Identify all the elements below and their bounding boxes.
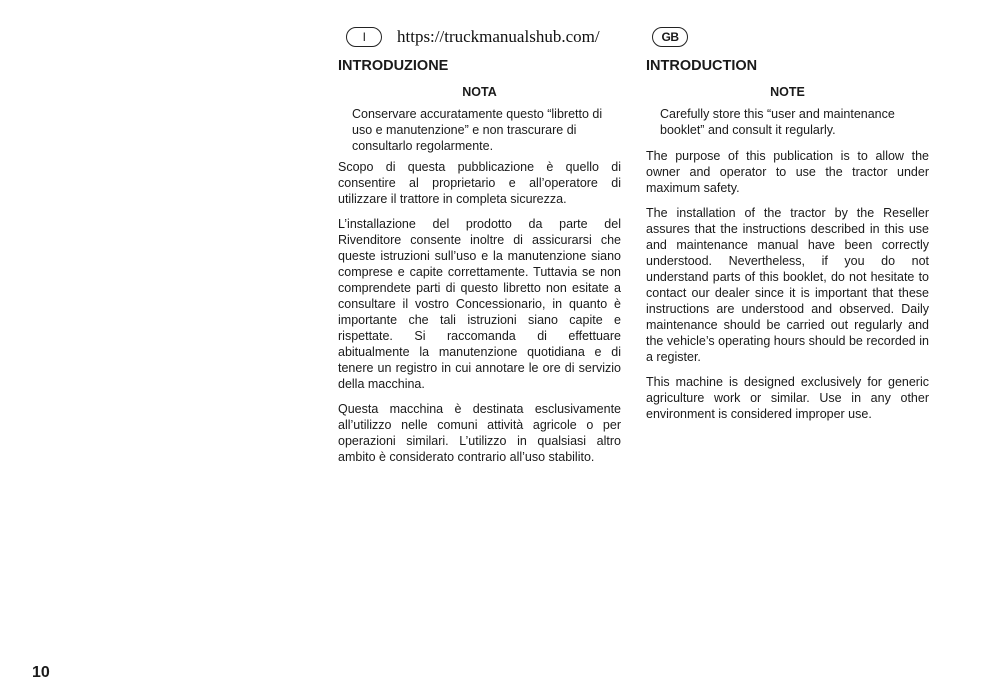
italian-note-text: Conservare accuratamente questo “libretto di uso e manutenzione” e non trascurare di consultarlo regolarmente.	[352, 107, 603, 153]
english-note-title: NOTE	[770, 85, 805, 99]
italian-paragraph-intended-use: Questa macchina è destinata esclusivamente all’utilizzo nelle comuni attività agricole o per operazioni similari. L’utilizzo in qualsiasi altro ambito è considerato contrario all’uso stabilito.	[338, 402, 621, 464]
italian-paragraph-purpose: Scopo di questa pubblicazione è quello di consentire al proprietario e all’operatore di utilizzare il trattore in completa sicurezza.	[338, 160, 621, 206]
english-paragraph-purpose: The purpose of this publication is to allow the owner and operator to use the tractor under maximum safety.	[646, 149, 929, 195]
english-paragraph-intended-use: This machine is designed exclusively for generic agriculture work or similar. Use in any other environment is considered improper use.	[646, 375, 929, 421]
english-column	[646, 58, 929, 431]
italian-paragraph-installation: L’installazione del prodotto da parte del Rivenditore consente inoltre di assicurarsi che queste istruzioni sull’uso e la manutenzione siano comprese e capite correttamente. Tuttavia se non comprendete parti di questo libretto non esitate a consultare il vostro Concessionario, in quanto è importante che tali istruzioni siano capite e rispettate. Si raccomanda di effettuare abitualmente la manutenzione quotidiana e di tenere un registro in cui annotare le ore di servizio della macchina.	[338, 217, 621, 391]
italian-note-title: NOTA	[462, 85, 497, 99]
language-badge-english: GB	[652, 27, 688, 47]
english-paragraph-installation: The installation of the tractor by the Reseller assures that the instructions described in this use and maintenance manual have been correctly understood. Nevertheless, if you do not understand parts of this booklet, do not hesitate to contact our dealer since it is important that these instructions are understood and observed. Daily maintenance should be carried out regularly and the vehicle’s operating hours should be recorded in a register.	[646, 206, 929, 364]
language-badge-italian: I	[346, 27, 382, 47]
page-number: 10	[32, 664, 50, 681]
english-heading: INTRODUCTION	[646, 58, 758, 74]
italian-column	[338, 58, 621, 474]
source-url[interactable]: https://truckmanualshub.com/	[397, 27, 600, 46]
italian-heading: INTRODUZIONE	[338, 58, 449, 74]
english-note-text: Carefully store this “user and maintenance booklet” and consult it regularly.	[660, 107, 895, 137]
